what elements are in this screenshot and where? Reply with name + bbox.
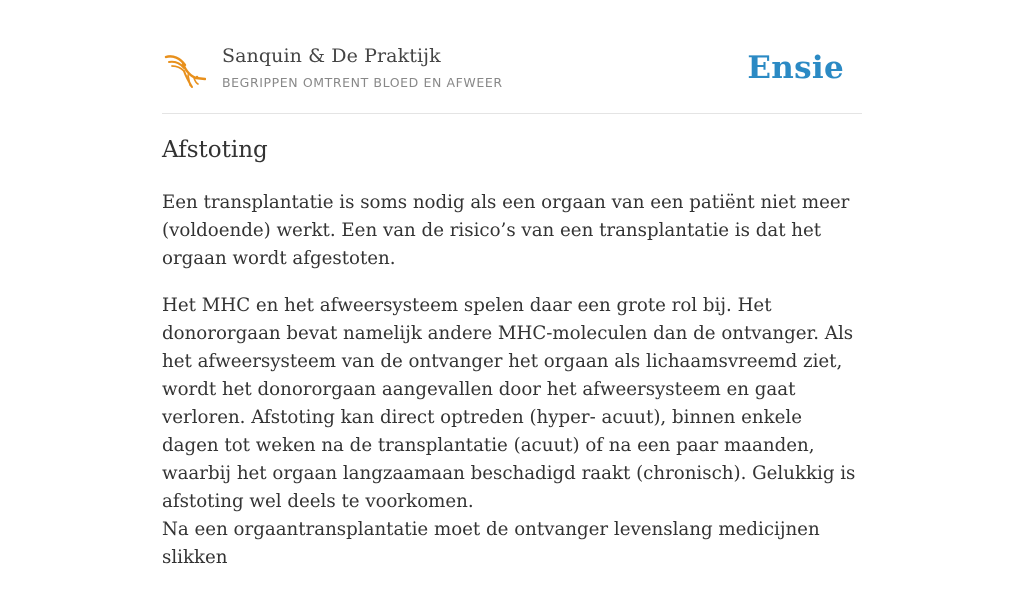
article-paragraph: Na een orgaantransplantatie moet de ontvanger levenslang medicijnen slikken xyxy=(162,519,820,568)
article-paragraph: Een transplantatie is soms nodig als een orgaan van een patiënt niet meer (voldoende) werkt. Een van de risico’s van een transplantatie is dat het orgaan wordt afgestoten. xyxy=(162,192,850,269)
site-header xyxy=(162,0,862,114)
page xyxy=(162,0,862,568)
article-body xyxy=(162,189,862,591)
sanquin-bird-icon[interactable] xyxy=(164,51,206,91)
ensie-logo[interactable]: Ensie xyxy=(747,50,844,86)
brand-title[interactable]: Sanquin & De Praktijk xyxy=(222,45,441,67)
article-title: Afstoting xyxy=(162,137,268,163)
article-paragraph: Het MHC en het afweersysteem spelen daar een grote rol bij. Het donororgaan bevat namelijk andere MHC-moleculen dan de ontvanger. Als het afweersysteem van de ontvanger het orgaan als lichaamsvreemd ziet, wordt het donororgaan aangevallen door het afweersysteem en gaat verloren. Afstoting kan direct optreden (hyper- acuut), binnen enkele dagen tot weken na de transplantatie (acuut) of na een paar maanden, waarbij het orgaan langzaamaan beschadigd raakt (chronisch). Gelukkig is afstoting wel deels te voorkomen. xyxy=(162,295,856,512)
brand-subtitle: BEGRIPPEN OMTRENT BLOED EN AFWEER xyxy=(222,75,503,90)
